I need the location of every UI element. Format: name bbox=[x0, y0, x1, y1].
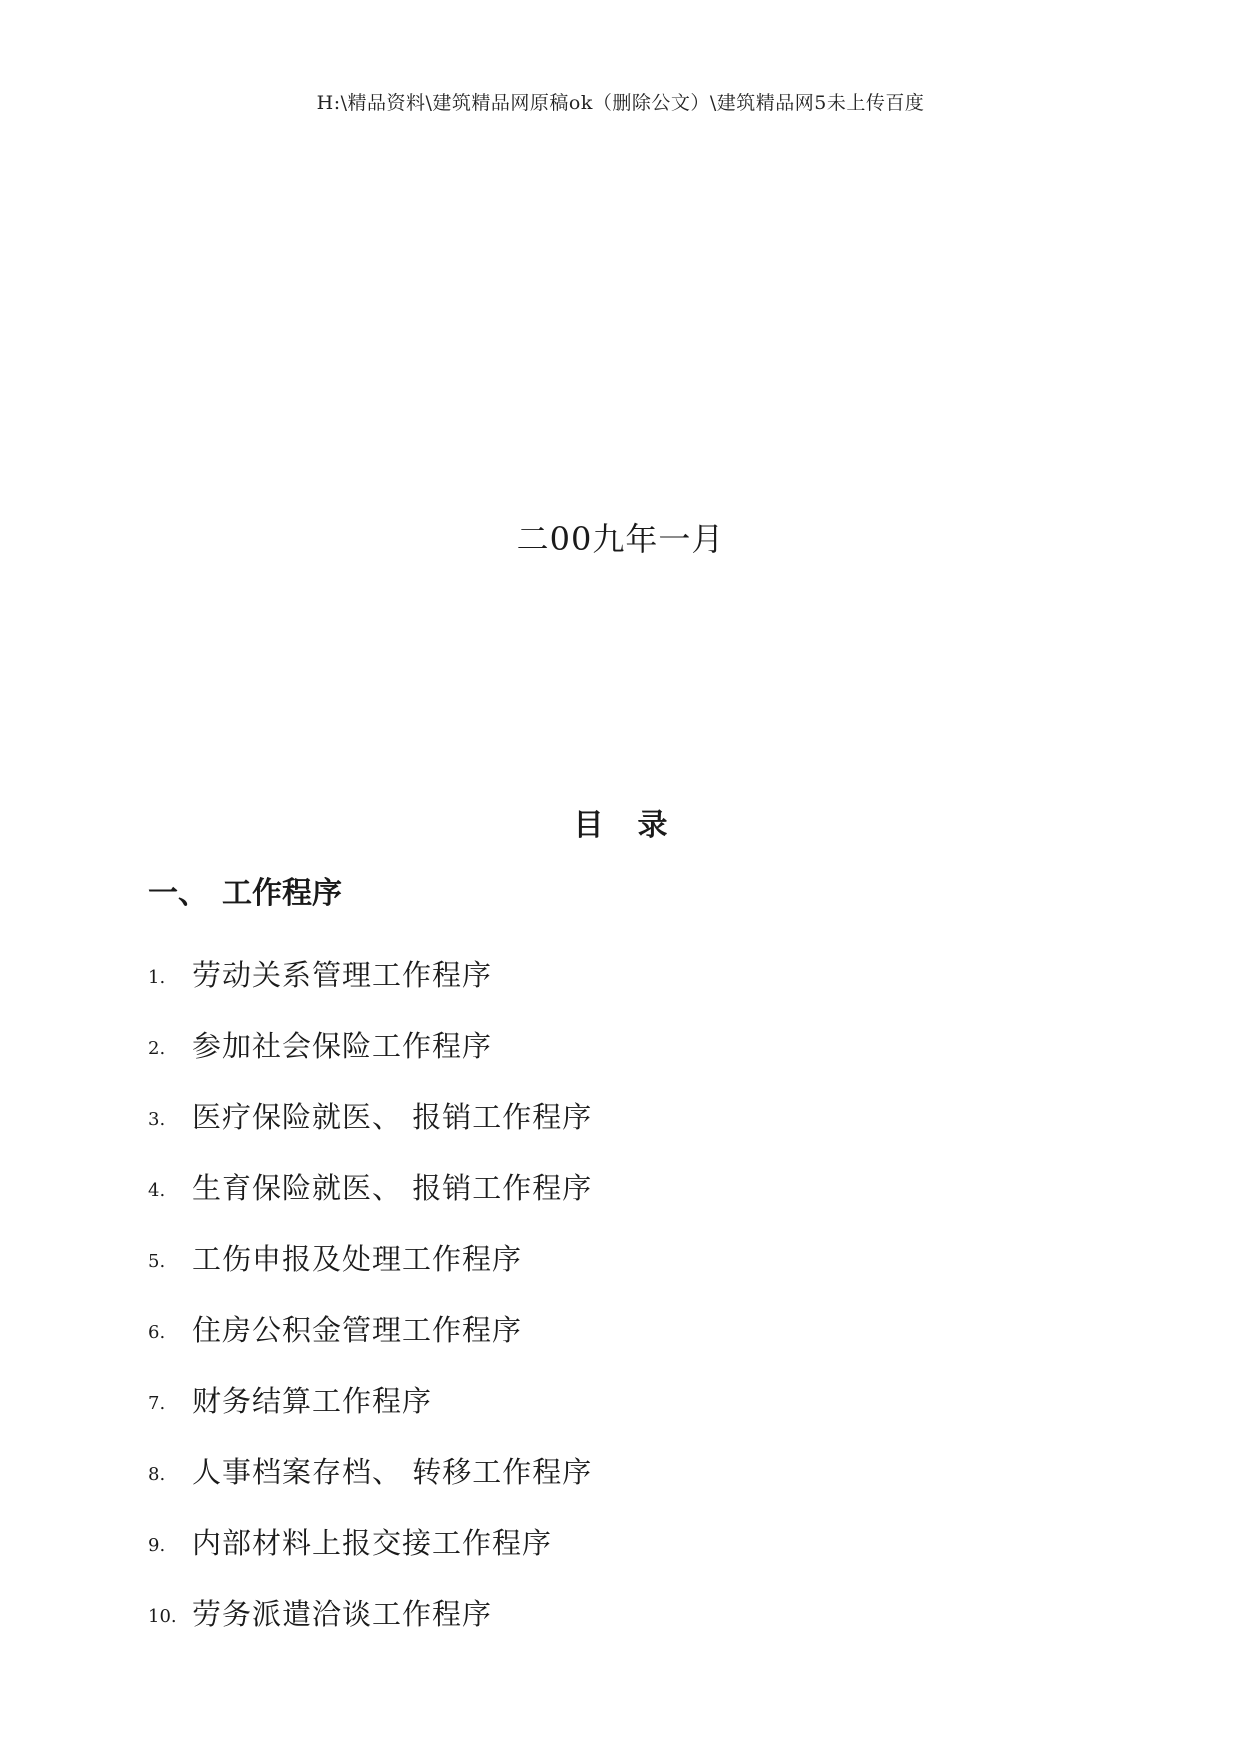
section-title: 工作程序 bbox=[222, 876, 342, 911]
toc-entry-label: 劳动关系管理工作程序 bbox=[192, 958, 493, 992]
toc-list bbox=[148, 938, 592, 1648]
toc-entry bbox=[148, 1506, 592, 1577]
toc-entry bbox=[148, 1151, 592, 1222]
toc-entry bbox=[148, 1435, 592, 1506]
toc-entry bbox=[148, 1293, 592, 1364]
toc-entry-label: 医疗保险就医、 报销工作程序 bbox=[192, 1100, 593, 1134]
toc-entry-index: 4. bbox=[148, 1180, 166, 1201]
toc-title bbox=[0, 800, 1241, 844]
toc-entry-label: 财务结算工作程序 bbox=[192, 1384, 433, 1418]
toc-entry bbox=[148, 1364, 592, 1435]
toc-entry bbox=[148, 1222, 592, 1293]
toc-entry-label: 参加社会保险工作程序 bbox=[192, 1029, 493, 1063]
toc-entry-label: 劳务派遣洽谈工作程序 bbox=[192, 1597, 493, 1631]
toc-entry bbox=[148, 1080, 592, 1151]
toc-entry-index: 5. bbox=[148, 1251, 166, 1272]
toc-title-char: 目 bbox=[573, 808, 604, 843]
toc-entry-label: 内部材料上报交接工作程序 bbox=[192, 1526, 553, 1560]
toc-entry-index: 10. bbox=[148, 1606, 177, 1627]
toc-entry-label: 住房公积金管理工作程序 bbox=[192, 1313, 523, 1347]
toc-title-char: 录 bbox=[637, 808, 668, 843]
toc-entry bbox=[148, 1009, 592, 1080]
cover-date: 二00九年一月 bbox=[516, 520, 725, 558]
toc-entry-index: 9. bbox=[148, 1535, 166, 1556]
toc-entry-index: 6. bbox=[148, 1322, 166, 1343]
toc-section-heading bbox=[148, 868, 342, 912]
toc-entry-index: 3. bbox=[148, 1109, 166, 1130]
toc-entry bbox=[148, 938, 592, 1009]
toc-entry bbox=[148, 1577, 592, 1648]
toc-entry-index: 7. bbox=[148, 1393, 166, 1414]
toc-entry-label: 工伤申报及处理工作程序 bbox=[192, 1242, 523, 1276]
section-number: 一、 bbox=[148, 876, 208, 911]
toc-entry-index: 2. bbox=[148, 1038, 166, 1059]
toc-entry-label: 人事档案存档、 转移工作程序 bbox=[192, 1455, 593, 1489]
toc-entry-index: 8. bbox=[148, 1464, 166, 1485]
toc-entry-index: 1. bbox=[148, 967, 166, 988]
toc-entry-label: 生育保险就医、 报销工作程序 bbox=[192, 1171, 593, 1205]
header-file-path: H:\精品资料\建筑精品网原稿ok（删除公文）\建筑精品网5未上传百度 bbox=[316, 92, 925, 114]
